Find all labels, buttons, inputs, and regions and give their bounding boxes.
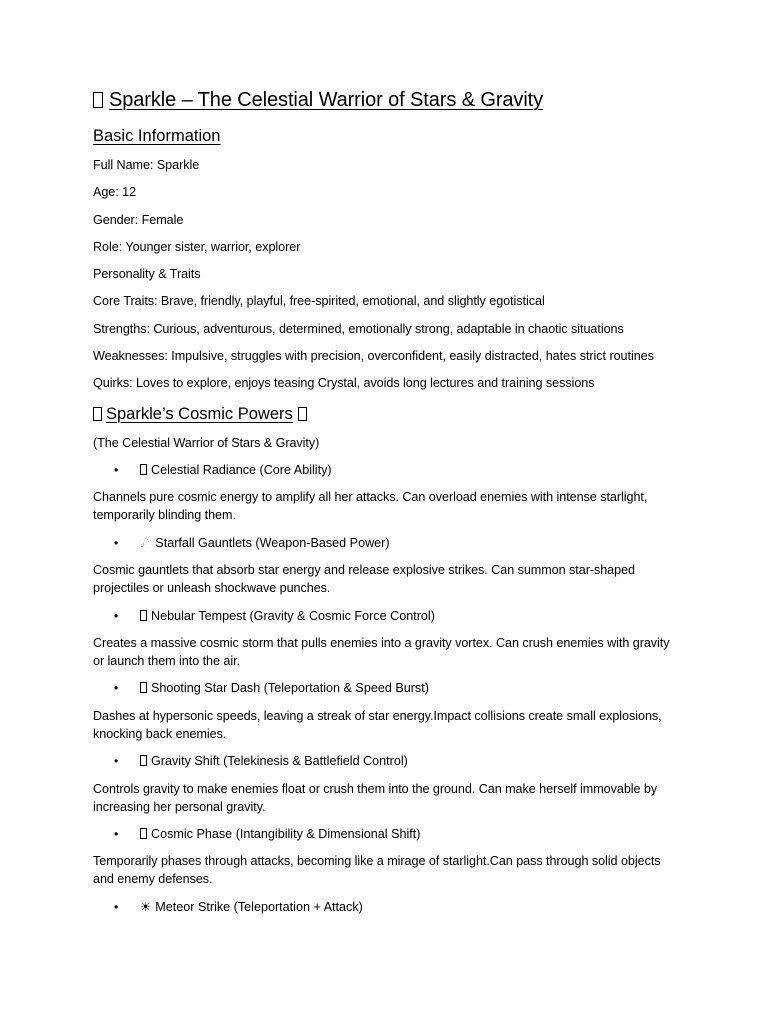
missing-glyph-icon xyxy=(140,610,147,621)
document-page xyxy=(93,86,683,925)
power-description: Dashes at hypersonic speeds, leaving a streak of star energy.Impact collisions create small explosions, knocking back enemies. xyxy=(93,708,662,741)
role-line: Role: Younger sister, warrior, explorer xyxy=(93,239,301,254)
power-description: Cosmic gauntlets that absorb star energy and release explosive strikes. Can summon star-shaped projectiles or unleash shockwave punches. xyxy=(93,563,635,596)
strengths-line: Strengths: Curious, adventurous, determined, emotionally strong, adaptable in chaotic situations xyxy=(93,321,624,336)
power-label: Cosmic Phase (Intangibility & Dimensional Shift) xyxy=(151,826,421,841)
power-description: Temporarily phases through attacks, becoming like a mirage of starlight.Can pass through solid objects and enemy defenses. xyxy=(93,854,661,887)
basic-info-heading: Basic Information xyxy=(93,127,221,145)
power-description: Controls gravity to make enemies float or crush them into the ground. Can make herself immovable by increasing her personal gravity. xyxy=(93,781,658,814)
bullet-marker: • xyxy=(114,826,119,841)
full-name-line: Full Name: Sparkle xyxy=(93,158,200,172)
power-list-item xyxy=(93,825,683,843)
bullet-marker: • xyxy=(114,754,119,769)
power-label: Meteor Strike (Teleportation + Attack) xyxy=(155,899,363,914)
missing-glyph-icon xyxy=(140,464,147,475)
personality-heading: Personality & Traits xyxy=(93,267,201,282)
age-line: Age: 12 xyxy=(93,185,137,200)
document-title-text: Sparkle – The Celestial Warrior of Stars & Gravity xyxy=(109,89,544,111)
bullet-marker: • xyxy=(114,608,119,623)
bullet-marker: • xyxy=(114,535,119,550)
document-title xyxy=(93,86,683,114)
powers-heading-text: Sparkle’s Cosmic Powers xyxy=(106,404,293,423)
bullet-marker: • xyxy=(114,899,119,914)
bullet-marker: • xyxy=(114,681,119,696)
missing-glyph-icon xyxy=(93,407,102,421)
power-list-item xyxy=(93,898,683,916)
quirks-line: Quirks: Loves to explore, enjoys teasing Crystal, avoids long lectures and training sessions xyxy=(93,376,595,391)
power-list-item xyxy=(93,607,683,625)
missing-glyph-icon xyxy=(140,682,147,693)
missing-glyph-icon xyxy=(298,407,307,421)
bullet-marker: • xyxy=(114,462,119,477)
powers-heading xyxy=(93,402,683,426)
gender-line: Gender: Female xyxy=(93,212,184,227)
power-label: Celestial Radiance (Core Ability) xyxy=(151,462,332,477)
power-label: Gravity Shift (Telekinesis & Battlefield Control) xyxy=(151,754,408,769)
core-traits-line: Core Traits: Brave, friendly, playful, free-spirited, emotional, and slightly egotistical xyxy=(93,294,545,309)
power-label: Shooting Star Dash (Teleportation & Speed Burst) xyxy=(151,681,429,696)
missing-glyph-icon xyxy=(140,755,147,766)
power-list-item xyxy=(93,679,683,697)
power-description: Channels pure cosmic energy to amplify all her attacks. Can overload enemies with intense starlight, temporarily blinding them. xyxy=(93,490,648,523)
power-list-item xyxy=(93,461,683,479)
power-label: Starfall Gauntlets (Weapon-Based Power) xyxy=(155,535,390,550)
powers-subtitle: (The Celestial Warrior of Stars & Gravity) xyxy=(93,435,320,450)
weaknesses-line: Weaknesses: Impulsive, struggles with precision, overconfident, easily distracted, hates strict routines xyxy=(93,349,654,364)
comet-icon: ☄ xyxy=(140,535,152,550)
missing-glyph-icon xyxy=(93,92,103,108)
missing-glyph-icon xyxy=(140,828,147,839)
power-label: Nebular Tempest (Gravity & Cosmic Force Control) xyxy=(151,608,435,623)
power-list-item xyxy=(93,752,683,770)
power-list-item xyxy=(93,534,683,552)
power-description: Creates a massive cosmic storm that pulls enemies into a gravity vortex. Can crush enemies with gravity or launch them into the air. xyxy=(93,636,670,669)
sun-icon: ☀ xyxy=(140,899,152,914)
